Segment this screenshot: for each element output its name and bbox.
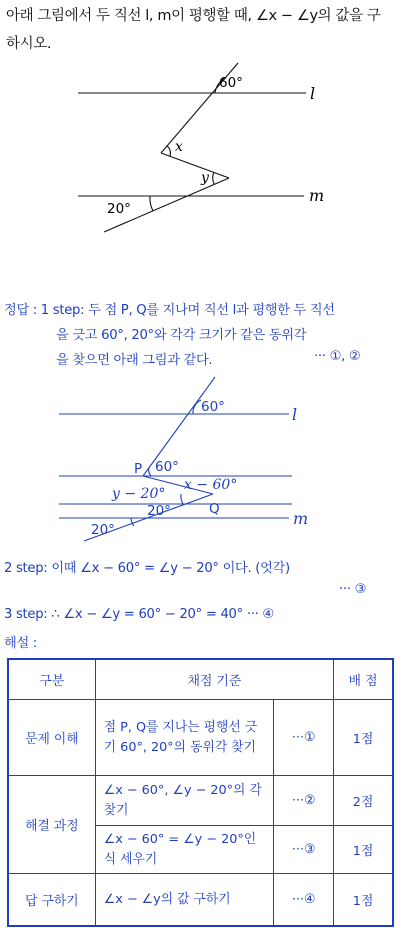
figure1-angle-y: y [201, 170, 209, 186]
row-score: 1점 [334, 700, 393, 776]
figure1-label-m: m [309, 186, 325, 205]
table-row [9, 874, 393, 926]
figure-parallel-lines [0, 60, 400, 300]
row-criterion: ∠x − 60° = ∠y − 20°인 식 세우기 [95, 826, 273, 874]
figure-solution-parallel-lines [0, 374, 400, 554]
table-row [9, 700, 393, 776]
figure2-angle-60-p: 60° [155, 459, 179, 475]
figure2-label-p: P [134, 461, 143, 477]
figure2-label-m: m [293, 509, 309, 528]
row-category: 해결 과정 [9, 776, 96, 874]
arc-20-lower-2 [131, 518, 134, 526]
figure2-angle-x-minus-60: x − 60° [184, 477, 238, 493]
header-category: 구분 [9, 660, 96, 700]
figure1-angle-60: 60° [219, 75, 243, 91]
row-category: 답 구하기 [9, 874, 96, 926]
arc-x [167, 146, 170, 156]
row-ref: ···① [274, 700, 334, 776]
figure2-angle-60-top: 60° [201, 399, 225, 415]
row-score: 2점 [334, 776, 393, 826]
header-score: 배 점 [334, 660, 393, 700]
row-ref: ···③ [274, 826, 334, 874]
figure1-angle-20: 20° [107, 201, 131, 217]
row-ref: ···④ [274, 874, 334, 926]
solution-step2: 2 step: 이때 ∠x − 60° = ∠y − 20° 이다. (엇각) [4, 561, 290, 576]
explanation-label: 해설 : [4, 636, 37, 651]
arc-20-upper-2 [181, 494, 183, 504]
solution-step3: 3 step: ∴ ∠x − ∠y = 60° − 20° = 40° ··· ④ [4, 607, 274, 622]
row-score: 1점 [334, 826, 393, 874]
solution-step1-line3: 을 찾으면 아래 그림과 같다. [56, 353, 213, 368]
row-ref: ···② [274, 776, 334, 826]
figure2-angle-y-minus-20: y − 20° [112, 486, 166, 502]
figure2-label-l: l [292, 405, 298, 424]
arc-60-p-2 [149, 467, 151, 476]
table-row [9, 776, 393, 826]
question-line-1: 아래 그림에서 두 직선 l, m이 평행할 때, ∠x − ∠y의 값을 구 [6, 8, 381, 24]
row-criterion: ∠x − ∠y의 값 구하기 [95, 874, 273, 926]
row-criterion: ∠x − 60°, ∠y − 20°의 각 찾기 [95, 776, 273, 826]
figure2-angle-20-lower: 20° [91, 522, 115, 538]
figure1-label-l: l [310, 84, 316, 103]
solution-step1-line1: 정답 : 1 step: 두 점 P, Q를 지나며 직선 l과 평행한 두 직선 [4, 303, 335, 318]
figure2-angle-20-upper: 20° [147, 503, 171, 519]
row-category: 문제 이해 [9, 700, 96, 776]
row-score: 1점 [334, 874, 393, 926]
solution-step1-ref: ··· ①, ② [314, 349, 361, 364]
row-criterion: 점 P, Q를 지나는 평행선 긋기 60°, 20°의 동위각 찾기 [95, 700, 273, 776]
transversal-upper-2 [143, 377, 215, 476]
scoring-table [8, 659, 393, 926]
arc-y [213, 172, 214, 184]
arc-20 [150, 196, 153, 211]
solution-step2-ref: ··· ③ [339, 582, 367, 597]
table-header-row [9, 660, 393, 700]
figure1-angle-x: x [175, 139, 183, 155]
solution-step1-line2: 을 긋고 60°, 20°와 각각 크기가 같은 동위각 [56, 328, 307, 343]
header-criterion: 채점 기준 [95, 660, 333, 700]
segment-x-to-y [161, 153, 229, 178]
arc-60-top-2 [193, 400, 201, 414]
question-line-2: 하시오. [6, 36, 52, 52]
figure2-label-q: Q [209, 501, 220, 517]
